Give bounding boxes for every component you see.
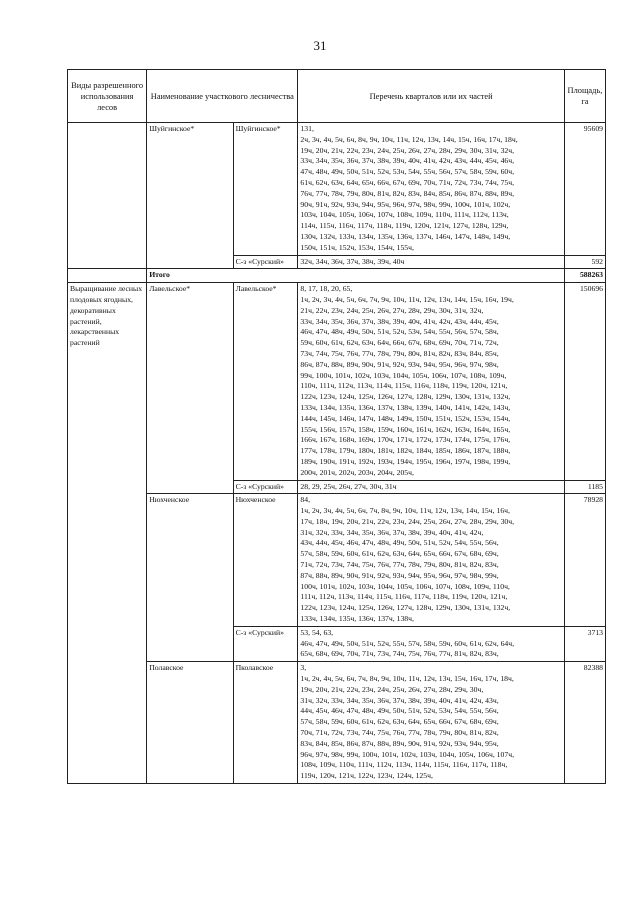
table-row (68, 494, 606, 627)
quarters-line: 47ч, 48ч, 49ч, 50ч, 51ч, 52ч, 53ч, 54ч, 55ч, 56ч, 57ч, 58ч, 59ч, 60ч, (300, 167, 515, 177)
quarters-line: 44ч, 45ч, 46ч, 47ч, 48ч, 49ч, 50ч, 51ч, 52ч, 53ч, 54ч, 55ч, 56ч, (300, 706, 499, 716)
district-name: С-з «Сурский» (233, 626, 298, 661)
quarters-line: 1ч, 2ч, 3ч, 4ч, 5ч, 6ч, 7ч, 8ч, 9ч, 10ч, 11ч, 12ч, 13ч, 14ч, 15ч, 16ч, (300, 506, 510, 516)
use-type-cell (68, 123, 147, 269)
quarters-line: 83ч, 84ч, 85ч, 86ч, 87ч, 88ч, 89ч, 90ч, 91ч, 92ч, 93ч, 94ч, 95ч, (300, 738, 499, 748)
header-forestry: Наименование участкового лесничества (147, 70, 298, 123)
quarters-line: 111ч, 112ч, 113ч, 114ч, 115ч, 116ч, 117ч, 118ч, 119ч, 120ч, 121ч, (300, 592, 508, 602)
quarters-line: 2ч, 3ч, 4ч, 5ч, 6ч, 8ч, 9ч, 10ч, 11ч, 12ч, 13ч, 14ч, 15ч, 16ч, 17ч, 18ч, (300, 134, 518, 144)
quarters-line: 46ч, 47ч, 49ч, 50ч, 51ч, 52ч, 55ч, 57ч, 58ч, 59ч, 60ч, 61ч, 62ч, 64ч, (300, 638, 515, 648)
quarters-line: 57ч, 58ч, 59ч, 60ч, 61ч, 62ч, 63ч, 64ч, 65ч, 66ч, 67ч, 68ч, 69ч, (300, 717, 499, 727)
quarters-line: 31ч, 32ч, 33ч, 34ч, 35ч, 36ч, 37ч, 38ч, 39ч, 40ч, 41ч, 42ч, 43ч, (300, 695, 499, 705)
header-area: Площадь, га (564, 70, 605, 123)
quarters-line: 90ч, 91ч, 92ч, 93ч, 94ч, 95ч, 96ч, 97ч, 98ч, 99ч, 100ч, 101ч, 102ч, (300, 199, 511, 209)
district-name: Пколавское (233, 662, 298, 784)
forestry-name: Полавское (147, 662, 233, 784)
quarters-line: 131, (300, 124, 314, 133)
quarters-line: 28, 29, 25ч, 26ч, 27ч, 30ч, 31ч (300, 481, 397, 491)
quarters-line: 61ч, 62ч, 63ч, 64ч, 65ч, 66ч, 67ч, 69ч, 70ч, 71ч, 72ч, 73ч, 74ч, 75ч, (300, 177, 515, 187)
total-empty-cell (68, 269, 147, 283)
quarters-line: 99ч, 100ч, 101ч, 102ч, 103ч, 104ч, 105ч, 106ч, 107ч, 108ч, 109ч, (300, 370, 507, 380)
quarters-line: 108ч, 109ч, 110ч, 111ч, 112ч, 113ч, 114ч, 115ч, 116ч, 117ч, 118ч, (300, 760, 508, 770)
quarters-line: 114ч, 115ч, 116ч, 117ч, 118ч, 119ч, 120ч, 121ч, 127ч, 128ч, 129ч, (300, 221, 509, 231)
table-row (68, 662, 606, 784)
quarters-line: 33ч, 34ч, 35ч, 36ч, 37ч, 38ч, 39ч, 40ч, 41ч, 42ч, 43ч, 44ч, 45ч, 46ч, (300, 156, 515, 166)
quarters-line: 73ч, 74ч, 75ч, 76ч, 77ч, 78ч, 79ч, 80ч, 81ч, 82ч, 83ч, 84ч, 85ч, (300, 348, 499, 358)
quarters-line: 133ч, 134ч, 135ч, 136ч, 137ч, 138ч, (300, 614, 414, 624)
quarters-list (298, 480, 564, 494)
total-label: Итого (147, 269, 565, 283)
quarters-line: 100ч, 101ч, 102ч, 103ч, 104ч, 105ч, 106ч, 107ч, 108ч, 109ч, 110ч, (300, 581, 510, 591)
quarters-line: 155ч, 156ч, 157ч, 158ч, 159ч, 160ч, 161ч, 162ч, 163ч, 164ч, 165ч, (300, 424, 511, 434)
quarters-line: 19ч, 20ч, 21ч, 22ч, 23ч, 24ч, 25ч, 26ч, 27ч, 28ч, 29ч, 30ч, (300, 684, 484, 694)
header-use-type: Виды разрешенного использования лесов (68, 70, 147, 123)
district-name: Шуйгинское* (233, 123, 298, 256)
quarters-line: 87ч, 88ч, 89ч, 90ч, 91ч, 92ч, 93ч, 94ч, 95ч, 96ч, 97ч, 98ч, 99ч, (300, 570, 499, 580)
area-value: 150696 (564, 283, 605, 480)
quarters-line: 200ч, 201ч, 202ч, 203ч, 204ч, 205ч, (300, 467, 414, 477)
quarters-line: 31ч, 32ч, 33ч, 34ч, 35ч, 36ч, 37ч, 38ч, 39ч, 40ч, 41ч, 42ч, (300, 527, 484, 537)
district-name: Нюхченское (233, 494, 298, 627)
quarters-line: 33ч, 34ч, 35ч, 36ч, 37ч, 38ч, 39ч, 40ч, 41ч, 42ч, 43ч, 44ч, 45ч, (300, 316, 499, 326)
quarters-line: 1ч, 2ч, 4ч, 5ч, 6ч, 7ч, 8ч, 9ч, 10ч, 11ч, 12ч, 13ч, 15ч, 16ч, 17ч, 18ч, (300, 674, 514, 684)
quarters-line: 86ч, 87ч, 88ч, 89ч, 90ч, 91ч, 92ч, 93ч, 94ч, 95ч, 96ч, 97ч, 98ч, (300, 359, 499, 369)
quarters-line: 84, (300, 495, 311, 505)
quarters-list (298, 626, 564, 661)
quarters-list (298, 123, 564, 256)
area-value: 95609 (564, 123, 605, 256)
total-value: 588263 (564, 269, 605, 283)
quarters-line: 43ч, 44ч, 45ч, 46ч, 47ч, 48ч, 49ч, 50ч, 51ч, 52ч, 54ч, 55ч, 56ч, (300, 538, 499, 548)
area-value: 592 (564, 255, 605, 269)
quarters-line: 122ч, 123ч, 124ч, 125ч, 126ч, 127ч, 128ч, 129ч, 130ч, 131ч, 132ч, (300, 392, 511, 402)
quarters-line: 110ч, 111ч, 112ч, 113ч, 114ч, 115ч, 116ч, 118ч, 119ч, 120ч, 121ч, (300, 381, 508, 391)
quarters-line: 57ч, 58ч, 59ч, 60ч, 61ч, 62ч, 63ч, 64ч, 65ч, 66ч, 67ч, 68ч, 69ч, (300, 549, 499, 559)
quarters-line: 71ч, 72ч, 73ч, 74ч, 75ч, 76ч, 77ч, 78ч, 79ч, 80ч, 81ч, 82ч, 83ч, (300, 560, 499, 570)
quarters-line: 65ч, 68ч, 69ч, 70ч, 71ч, 73ч, 74ч, 75ч, 76ч, 77ч, 81ч, 82ч, 83ч, (300, 649, 499, 659)
area-value: 1185 (564, 480, 605, 494)
quarters-list (298, 283, 564, 480)
quarters-line: 76ч, 77ч, 78ч, 79ч, 80ч, 81ч, 82ч, 83ч, 84ч, 85ч, 86ч, 87ч, 88ч, 89ч, (300, 188, 515, 198)
quarters-line: 70ч, 71ч, 72ч, 73ч, 74ч, 75ч, 76ч, 77ч, 78ч, 79ч, 80ч, 81ч, 82ч, (300, 728, 499, 738)
quarters-line: 130ч, 132ч, 133ч, 134ч, 135ч, 136ч, 137ч, 146ч, 147ч, 148ч, 149ч, (300, 231, 511, 241)
district-name: С-з «Сурский» (233, 480, 298, 494)
quarters-list (298, 494, 564, 627)
header-row (68, 70, 606, 123)
area-value: 3713 (564, 626, 605, 661)
use-type-cell: Выращивание лесных плодовых ягодных, декоративных растений, лекарственных растений (68, 283, 147, 784)
quarters-line: 21ч, 22ч, 23ч, 24ч, 25ч, 26ч, 27ч, 28ч, 29ч, 30ч, 31ч, 32ч, (300, 305, 484, 315)
quarters-line: 1ч, 2ч, 3ч, 4ч, 5ч, 6ч, 7ч, 9ч, 10ч, 11ч, 12ч, 13ч, 14ч, 15ч, 16ч, 19ч, (300, 294, 514, 304)
quarters-line: 189ч, 190ч, 191ч, 192ч, 193ч, 194ч, 195ч, 196ч, 197ч, 198ч, 199ч, (300, 456, 511, 466)
forestry-name: Лавельское* (147, 283, 233, 494)
quarters-line: 177ч, 178ч, 179ч, 180ч, 181ч, 182ч, 184ч, 185ч, 186ч, 187ч, 188ч, (300, 446, 511, 456)
quarters-line: 166ч, 167ч, 168ч, 169ч, 170ч, 171ч, 172ч, 173ч, 174ч, 175ч, 176ч, (300, 435, 511, 445)
forestry-name: Шуйгинское* (147, 123, 233, 269)
quarters-line: 8, 17, 18, 20, 65, (300, 284, 353, 294)
quarters-line: 119ч, 120ч, 121ч, 122ч, 123ч, 124ч, 125ч, (300, 771, 433, 781)
area-value: 78928 (564, 494, 605, 627)
quarters-line: 150ч, 151ч, 152ч, 153ч, 154ч, 155ч, (300, 242, 414, 252)
forest-use-table (67, 69, 606, 784)
quarters-line: 17ч, 18ч, 19ч, 20ч, 21ч, 22ч, 23ч, 24ч, 25ч, 26ч, 27ч, 28ч, 29ч, 30ч, (300, 516, 515, 526)
quarters-line: 19ч, 20ч, 21ч, 22ч, 23ч, 24ч, 25ч, 26ч, 27ч, 28ч, 29ч, 30ч, 31ч, 32ч, (300, 145, 515, 155)
table-row (68, 123, 606, 256)
district-name: Лавельское* (233, 283, 298, 480)
page-number: 31 (313, 38, 327, 53)
quarters-line: 133ч, 134ч, 135ч, 136ч, 137ч, 138ч, 139ч, 140ч, 141ч, 142ч, 143ч, (300, 402, 511, 412)
quarters-list (298, 255, 564, 269)
quarters-line: 122ч, 123ч, 124ч, 125ч, 126ч, 127ч, 128ч, 129ч, 130ч, 131ч, 132ч, (300, 603, 511, 613)
quarters-line: 103ч, 104ч, 105ч, 106ч, 107ч, 108ч, 109ч, 110ч, 111ч, 112ч, 113ч, (300, 210, 509, 220)
area-value: 82388 (564, 662, 605, 784)
district-name: С-з «Сурский» (233, 255, 298, 269)
table-row (68, 283, 606, 480)
quarters-list (298, 662, 564, 784)
quarters-line: 46ч, 47ч, 48ч, 49ч, 50ч, 51ч, 52ч, 53ч, 54ч, 55ч, 56ч, 57ч, 58ч, (300, 327, 499, 337)
total-row (68, 269, 606, 283)
header-quarters: Перечень кварталов или их частей (298, 70, 564, 123)
quarters-line: 3, (300, 663, 307, 673)
quarters-line: 144ч, 145ч, 146ч, 147ч, 148ч, 149ч, 150ч, 151ч, 152ч, 153ч, 154ч, (300, 413, 511, 423)
quarters-line: 59ч, 60ч, 61ч, 62ч, 63ч, 64ч, 66ч, 67ч, 68ч, 69ч, 70ч, 71ч, 72ч, (300, 338, 499, 348)
quarters-line: 53, 54, 63, (300, 627, 334, 637)
quarters-line: 32ч, 34ч, 36ч, 37ч, 38ч, 39ч, 40ч (300, 256, 405, 266)
quarters-line: 96ч, 97ч, 98ч, 99ч, 100ч, 101ч, 102ч, 103ч, 104ч, 105ч, 106ч, 107ч, (300, 749, 515, 759)
forestry-name: Нюхченское (147, 494, 233, 662)
